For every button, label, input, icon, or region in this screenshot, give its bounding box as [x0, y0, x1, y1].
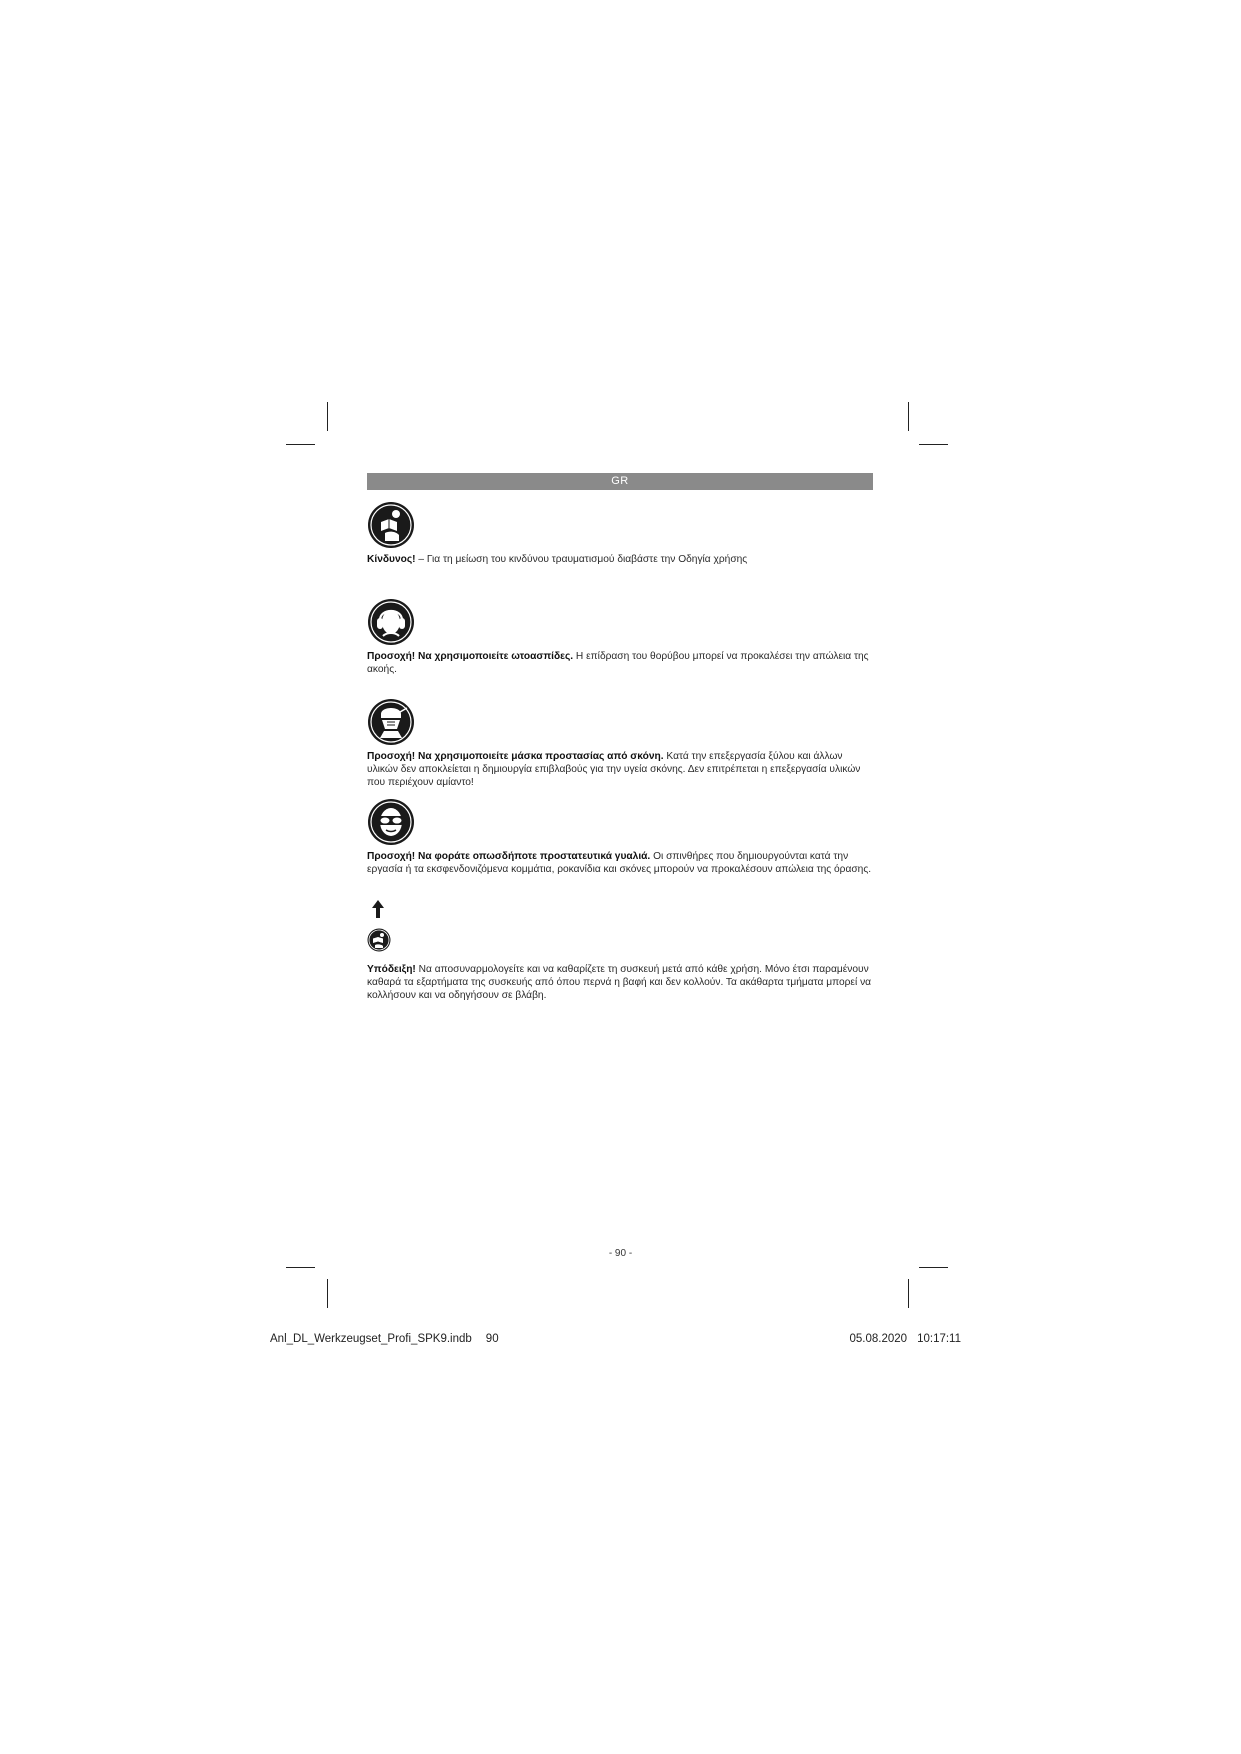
footer-timestamp	[850, 1333, 961, 1345]
section-ear-protection	[367, 598, 873, 676]
section-cleaning-hint	[367, 898, 873, 1002]
cleaning-hint-icon-stack	[367, 898, 397, 957]
footer-file-page: 90	[485, 1333, 499, 1345]
safety-goggles-text	[367, 850, 873, 876]
language-bar: GR	[367, 473, 873, 490]
cleaning-hint-bold: Υπόδειξη!	[367, 964, 416, 975]
safety-goggles-bold: Προσοχή! Να φοράτε οπωσδήποτε προστατευτικά γυαλιά.	[367, 851, 651, 862]
page-content	[367, 473, 873, 1001]
ear-protection-icon	[367, 598, 415, 646]
section-read-manual	[367, 501, 873, 566]
read-manual-icon	[367, 501, 415, 549]
read-manual-text	[367, 553, 873, 566]
ear-protection-text	[367, 650, 873, 676]
cleaning-hint-body: Να αποσυναρμολογείτε και να καθαρίζετε τη συσκευή μετά από κάθε χρήση. Μόνο έτσι παραμένουν καθαρά τα εξαρτήματα της συσκευής από όπου περνά η βαφή και δεν κολλούν. Τα ακάθαρτα τμήματα μπορεί να κολλήσουν και να οδηγήσουν σε βλάβη.	[367, 964, 872, 1001]
cleaning-hint-text	[367, 963, 873, 1002]
safety-goggles-body: Οι σπινθήρες που δημιουργούνται κατά την εργασία ή τα εκσφενδονιζόμενα κομμάτια, ροκανίδια και σκόνες μπορούν να προκαλέσουν απώλεια της όρασης.	[367, 851, 872, 875]
crop-mark-bottom-right-horizontal	[919, 1267, 948, 1268]
section-dust-mask	[367, 698, 873, 789]
dust-mask-text	[367, 750, 873, 789]
crop-mark-bottom-left-horizontal	[286, 1267, 315, 1268]
safety-goggles-icon	[367, 798, 415, 846]
crop-mark-top-right-vertical	[908, 402, 909, 431]
crop-mark-bottom-left-vertical	[327, 1279, 328, 1308]
dust-mask-icon	[367, 698, 415, 746]
crop-mark-top-right-horizontal	[919, 444, 948, 445]
crop-mark-top-left-vertical	[327, 402, 328, 431]
crop-mark-top-left-horizontal	[286, 444, 315, 445]
dust-mask-body: Κατά την επεξεργασία ξύλου και άλλων υλικών δεν αποκλείεται η δημιουργία επιβλαβούς για την υγεία σκόνης. Δεν επιτρέπεται η επεξεργασία υλικών που περιέχουν αμίαντο!	[367, 751, 861, 788]
footer-time: 10:17:11	[917, 1333, 961, 1345]
ear-protection-body: Η επίδραση του θορύβου μπορεί να προκαλέσει την απώλεια της ακοής.	[367, 651, 869, 675]
arrow-up-icon	[367, 898, 397, 925]
ear-protection-bold: Προσοχή! Να χρησιμοποιείτε ωτοασπίδες.	[367, 651, 574, 662]
read-manual-bold: Κίνδυνος!	[367, 554, 416, 565]
footer-file-info	[270, 1333, 499, 1345]
footer-date: 05.08.2020	[849, 1333, 908, 1345]
dust-mask-bold: Προσοχή! Να χρησιμοποιείτε μάσκα προστασίας από σκόνη.	[367, 751, 664, 762]
read-manual-body: – Για τη μείωση του κινδύνου τραυματισμού διαβάστε την Οδηγία χρήσης	[415, 554, 748, 565]
section-safety-goggles	[367, 798, 873, 876]
page-number: - 90 -	[608, 1248, 633, 1259]
footer-file-name: Anl_DL_Werkzeugset_Profi_SPK9.indb	[270, 1333, 472, 1345]
cleaning-hint-icon	[367, 928, 397, 957]
crop-mark-bottom-right-vertical	[908, 1279, 909, 1308]
